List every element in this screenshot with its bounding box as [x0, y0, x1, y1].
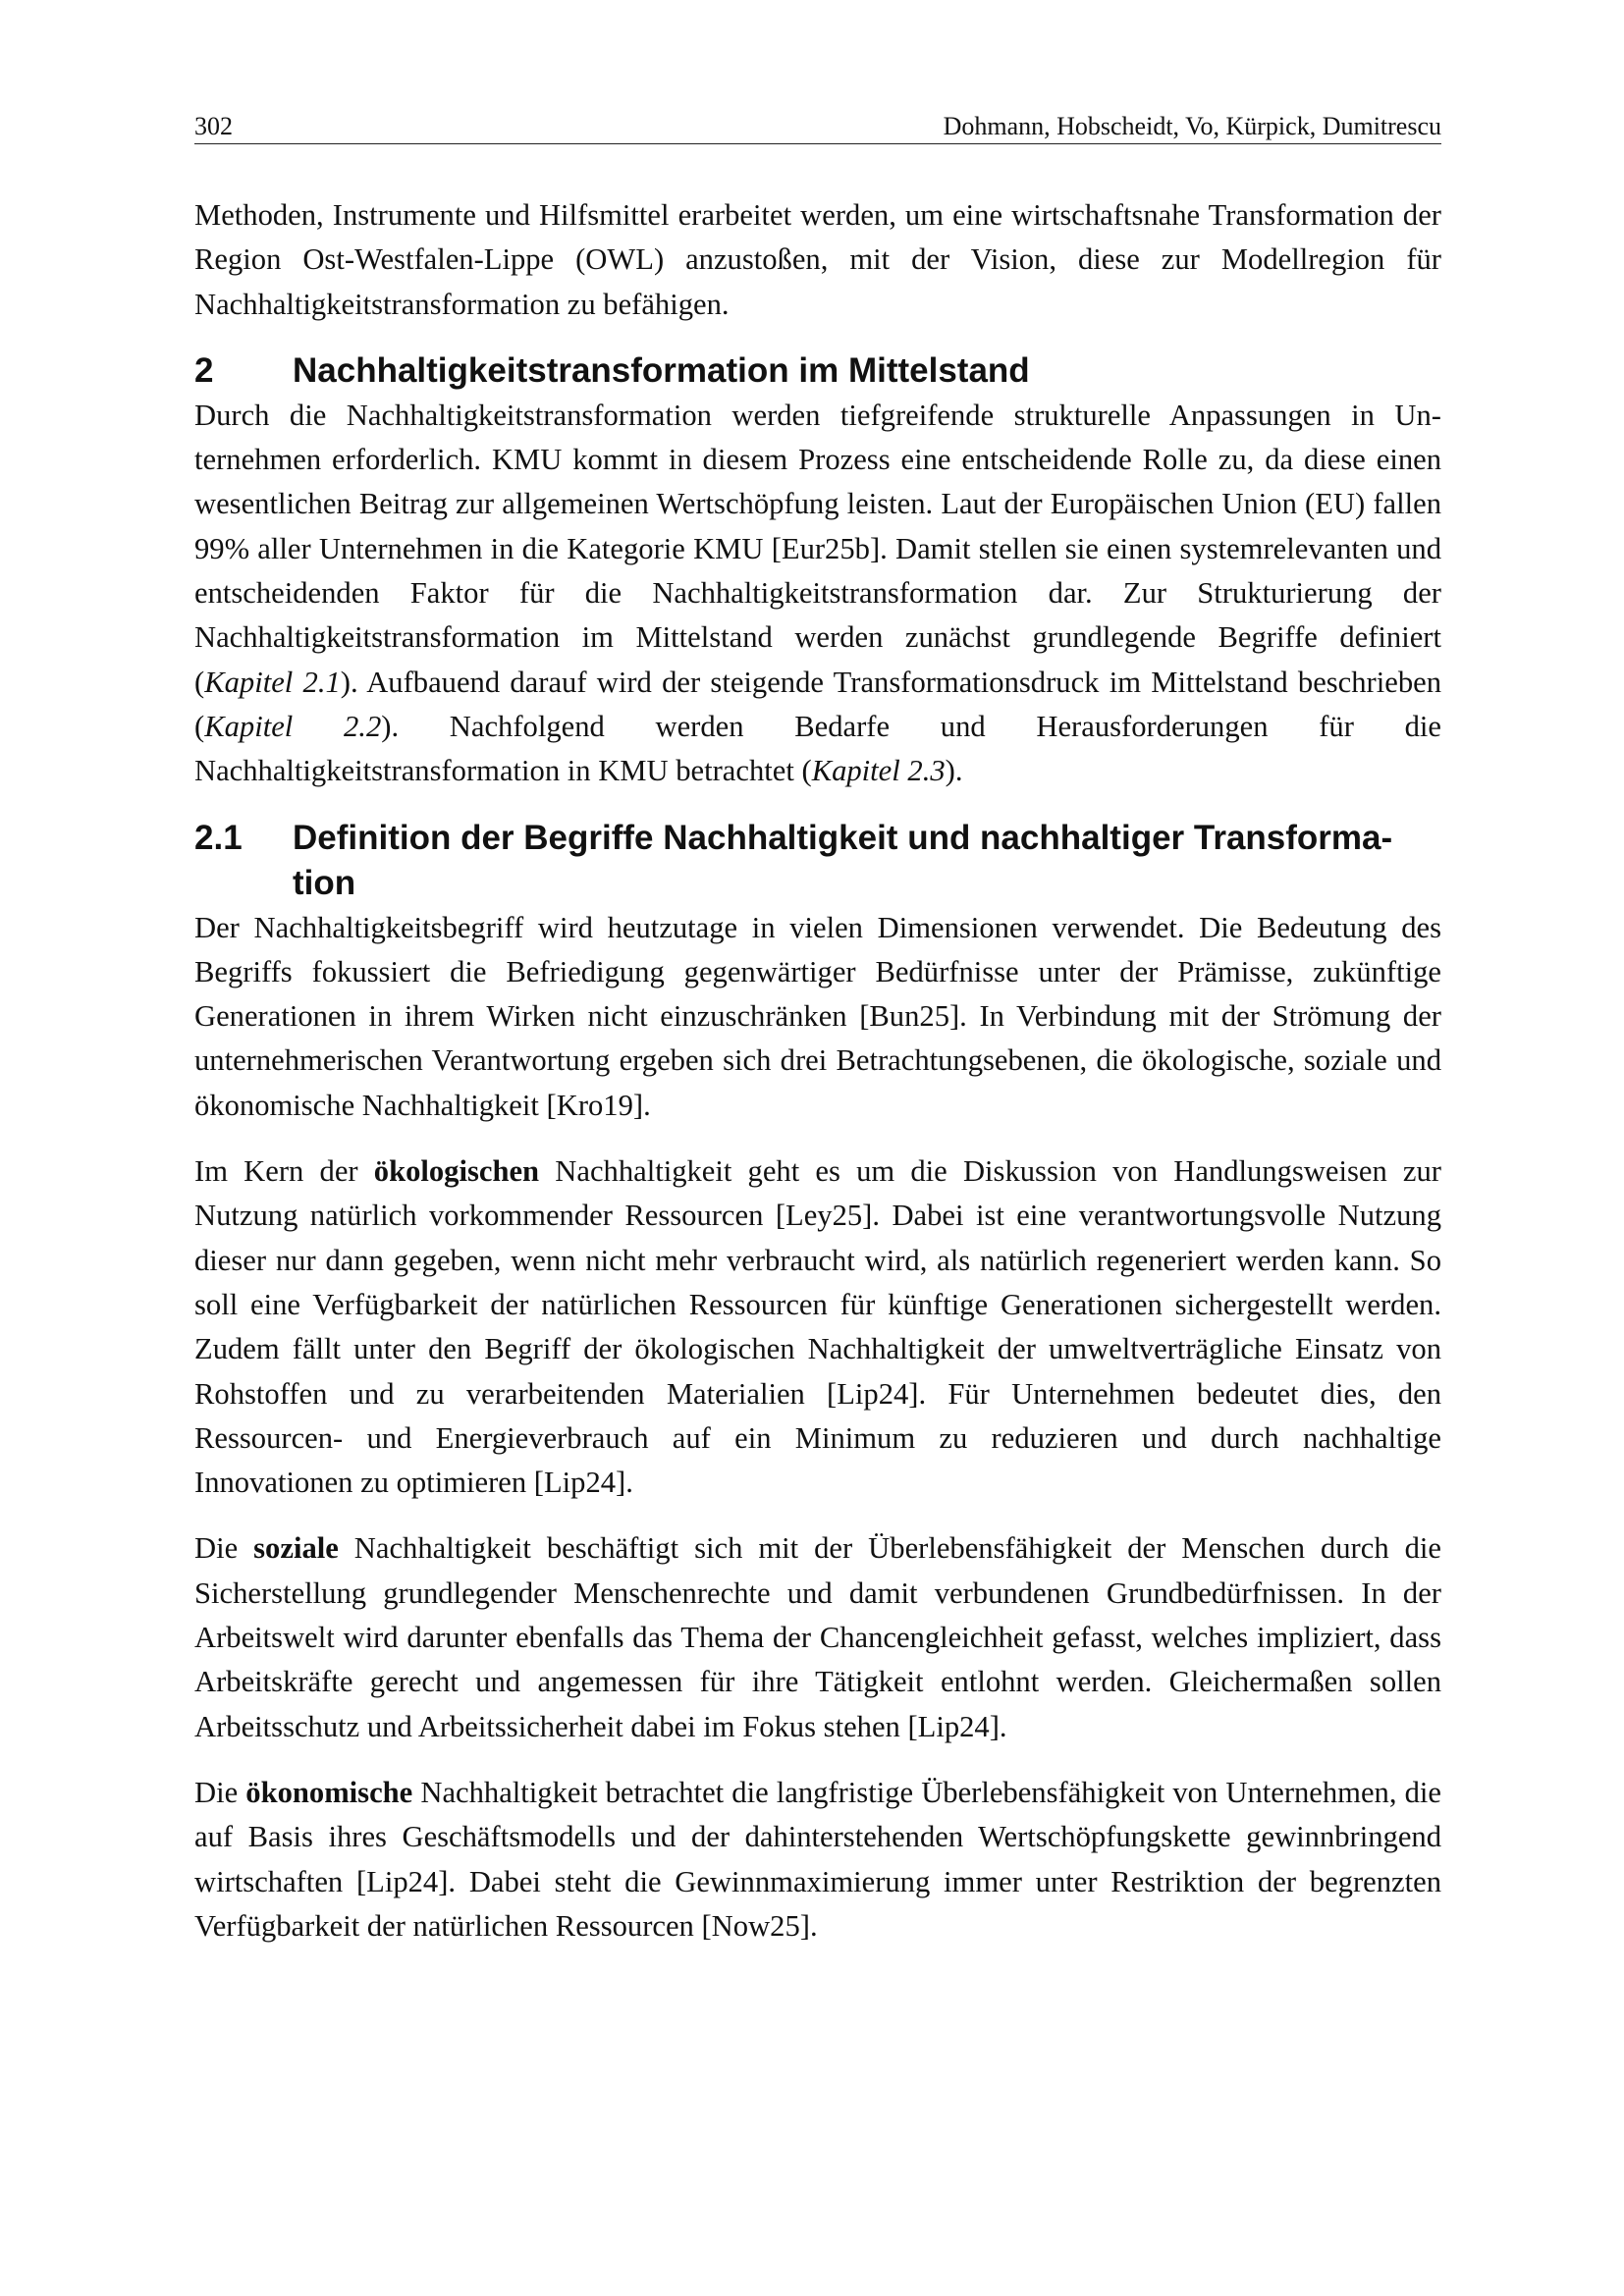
keyword-economic: ökonomische: [245, 1775, 413, 1809]
paragraph-text: Durch die Nachhaltigkeitstransformation werden tiefgreifende strukturelle Anpassungen in Unternehmen erforderlich. KMU kommt in diesem Prozess eine entscheidende Rolle zu, da diese einen wesentlichen Beitrag zur allgemeinen Wertschöpfung leisten. Laut der Europäischen Union (EU) fallen 99% aller Unternehmen in die Kategorie KMU [Eur25b]. Damit stellen sie einen systemrelevanten und entscheidenden Faktor für die Nachhaltigkeitstransformation dar. Zur Strukturierung der Nachhaltigkeitstransformation im Mittelstand werden zunächst grundlegende Begriffe definiert (: [194, 398, 1441, 699]
chapter-reference: Kapitel 2.2: [204, 709, 382, 743]
intro-paragraph: Methoden, Instrumente und Hilfsmittel erarbeitet werden, um eine wirtschaftsnahe Transformation der Region Ost-Westfalen-Lippe (OWL) anzustoßen, mit der Vision, diese zur Modellregion für Nachhaltigkeitstransformation zu befähigen.: [194, 198, 1441, 321]
section-number: 2: [194, 350, 214, 390]
paragraph-text: Nachhaltigkeit betrachtet die langfristige Überlebensfähigkeit von Unternehmen, die auf Basis ihres Geschäftsmodells und der dahinterstehenden Wertschöpfungskette gewinnbringend wirtschaften [Lip24]. Dabei steht die Gewinnmaximierung immer unter Restriktion der begrenzten Verfügbarkeit der natürlichen Ressourcen [Now25].: [194, 1775, 1441, 1943]
chapter-reference: Kapitel 2.3: [811, 754, 946, 788]
section-heading-2: [194, 348, 1441, 394]
paragraph-text: Nachhaltigkeit beschäftigt sich mit der Überlebensfähigkeit der Menschen durch die Sicherstellung grundlegender Menschenrechte und damit verbundenen Grundbedürfnissen. In der Arbeitswelt wird darunter ebenfalls das Thema der Chancengleichheit gefasst, welches impliziert, dass Arbeitskräfte gerecht und angemessen für ihre Tätigkeit entlohnt werden. Gleichermaßen sollen Arbeitsschutz und Arbeitssicherheit dabei im Fokus stehen [Lip24].: [194, 1531, 1441, 1743]
section-2-paragraph: [194, 394, 1441, 794]
paragraph-text: ). Aufbauend darauf wird der steigende Transformationsdruck im Mittelstand beschrieben (: [194, 665, 1441, 743]
social-paragraph: [194, 1526, 1441, 1748]
section-heading-2-1: [194, 816, 1441, 906]
page-number: 302: [194, 112, 233, 140]
keyword-social: soziale: [253, 1531, 339, 1566]
paragraph-text: Nachhaltigkeit geht es um die Diskussion von Handlungsweisen zur Nutzung natürlich vorkommender Ressourcen [Ley25]. Dabei ist eine verantwortungsvolle Nutzung dieser nur dann gegeben, wenn nicht mehr verbraucht wird, als natürlich regeneriert werden kann. So soll eine Verfügbarkeit der natürlichen Ressourcen für künftige Generationen sichergestellt werden. Zudem fällt unter den Begriff der ökologischen Nachhaltigkeit der umweltverträgliche Einsatz von Rohstoffen und zu verarbeitenden Materialien [Lip24]. Für Unternehmen bedeutet dies, den Ressourcen- und Energieverbrauch auf ein Minimum zu reduzieren und durch nachhaltige Innovationen zu optimieren [Lip24].: [194, 1154, 1441, 1500]
keyword-ecological: ökologischen: [373, 1154, 540, 1189]
definition-paragraph: Der Nachhaltigkeitsbegriff wird heutzutage in vielen Dimensionen verwendet. Die Bedeutung des Begriffs fokussiert die Befriedigung gegenwärtiger Bedürfnisse unter der Prämisse, zukünftige Generationen in ihrem Wirken nicht einzuschränken [Bun25]. In Verbindung mit der Strömung der unternehmerischen Verantwortung ergeben sich drei Betrachtungsebenen, die ökologische, soziale und ökonomische Nachhaltigkeit [Kro19].: [194, 910, 1441, 1122]
paragraph-text: ). Nachfolgend werden Bedarfe und Herausforderungen für die Nachhaltigkeitstransformation in KMU betrachtet (: [194, 709, 1441, 788]
paragraph-text: Im Kern der: [194, 1154, 374, 1189]
ecological-paragraph: [194, 1149, 1441, 1505]
paragraph-text: Die: [194, 1775, 246, 1809]
body-text: [194, 193, 1441, 1970]
chapter-reference: Kapitel 2.1: [204, 665, 341, 699]
paragraph-text: ).: [945, 754, 963, 788]
section-number: 2.1: [194, 818, 243, 857]
economic-paragraph: [194, 1771, 1441, 1949]
paragraph-text: Die: [194, 1531, 254, 1566]
section-title: Definition der Begriffe Nachhaltigkeit und nachhaltiger Transformation: [293, 818, 1393, 902]
running-header: [194, 108, 1441, 144]
section-title: Nachhaltigkeitstransformation im Mittelstand: [293, 350, 1030, 390]
running-header-authors: Dohmann, Hobscheidt, Vo, Kürpick, Dumitrescu: [943, 112, 1441, 140]
